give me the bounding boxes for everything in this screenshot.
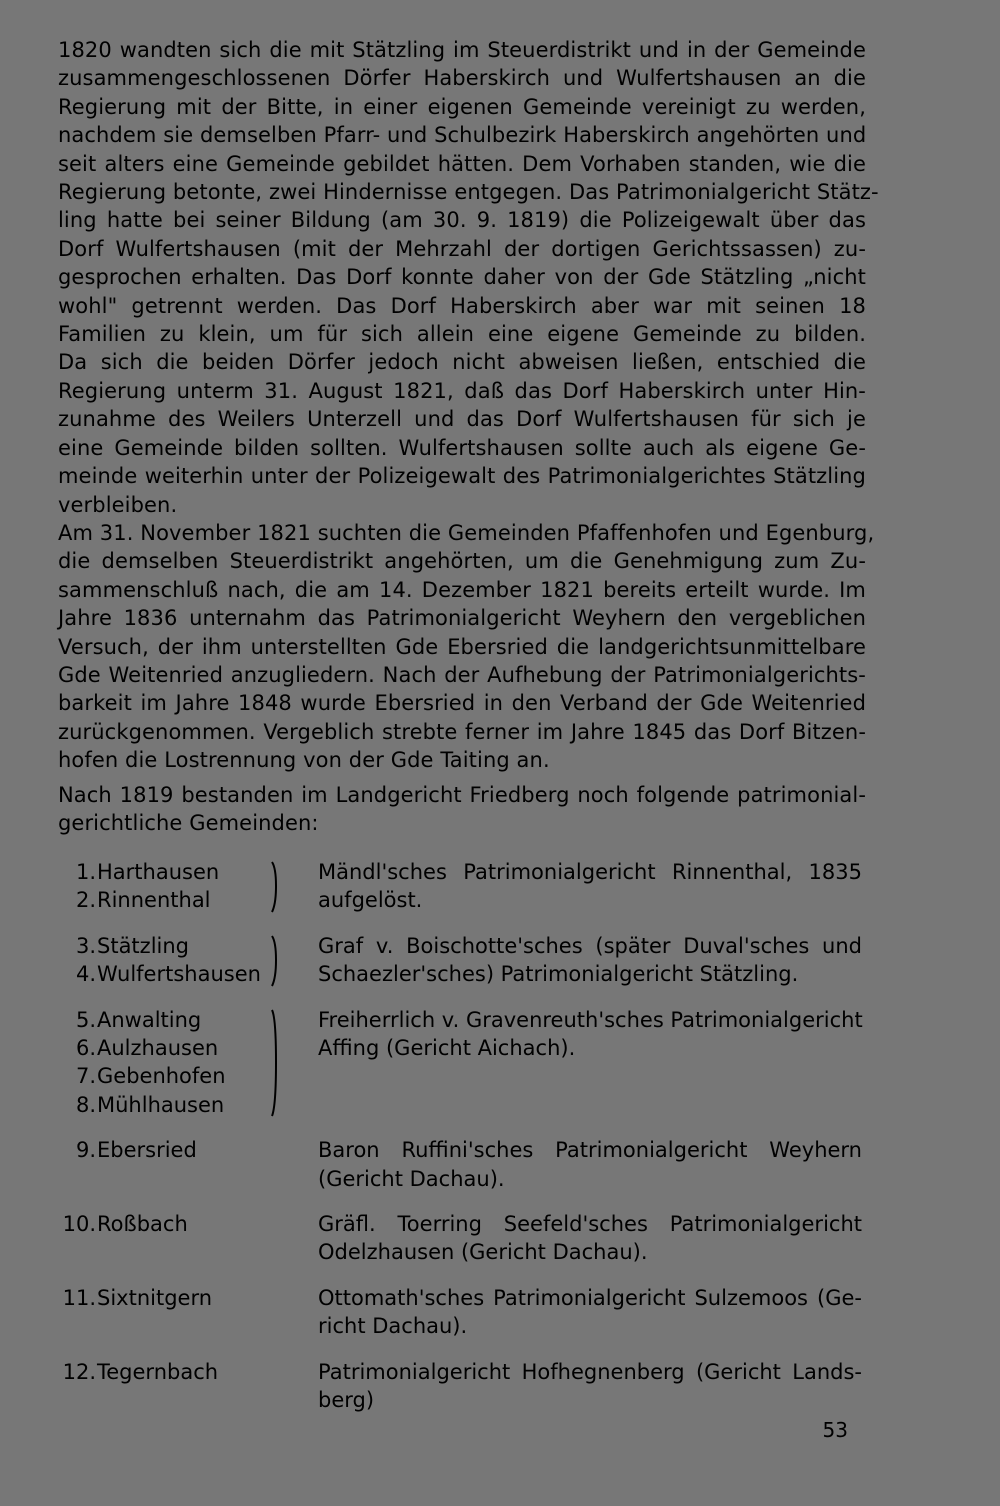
description-line: aufgelöst. [318, 888, 423, 913]
list-item [52, 1062, 264, 1090]
text-line: Jahre 1836 unternahm das Patrimonialgericht Weyhern den vergeblichen [58, 606, 866, 631]
item-number: 11. [62, 1285, 96, 1310]
text-line: 1820 wandten sich die mit Stätzling im Steuerdistrikt und in der Gemeinde [58, 38, 866, 62]
text-line: zunahme des Weilers Unterzell und das Dorf Wulfertshausen für sich je [58, 407, 866, 432]
text-line: gerichtliche Gemeinden: [58, 810, 319, 835]
text-line: barkeit im Jahre 1848 wurde Ebersried in den Verband der Gde Weitenried [58, 691, 866, 716]
item-name: Aulzhausen [97, 1036, 219, 1061]
brace-icon [264, 932, 318, 989]
description-line: Patrimonialgericht Hofhegnenberg (Gericht Lands- [318, 1359, 862, 1384]
list-item [52, 932, 264, 960]
item-name: Stätzling [97, 933, 189, 958]
item-number: 1. [75, 860, 96, 884]
paragraph-1 [58, 36, 879, 519]
item-name: Anwalting [97, 1007, 202, 1032]
paragraph-3 [58, 781, 866, 838]
description-line: richt Dachau). [318, 1314, 468, 1339]
text-line: Versuch, der ihm unterstellten Gde Ebersried die landgerichtsunmittelbare [58, 634, 866, 659]
brace-icon [264, 1006, 318, 1120]
text-line: Regierung betonte, zwei Hindernisse entgegen. Das Patrimonialgericht Stätz- [58, 180, 879, 205]
text-line: nachdem sie demselben Pfarr- und Schulbezirk Haberskirch angehörten und [58, 123, 867, 148]
list-item [52, 1091, 264, 1119]
list-group [52, 1358, 862, 1415]
description-line: Affing (Gericht Aichach). [318, 1036, 576, 1061]
item-name: Sixtnitgern [97, 1285, 213, 1310]
list-group [52, 932, 862, 989]
item-number: 5. [75, 1007, 96, 1032]
text-line: eine Gemeinde bilden sollten. Wulfertshausen sollte auch als eigene Ge- [58, 435, 866, 460]
text-line: gesprochen erhalten. Das Dorf konnte daher von der Gde Stätzling „nicht [58, 265, 866, 290]
description-line: Mändl'sches Patrimonialgericht Rinnenthal, 1835 [318, 860, 862, 884]
item-number: 9. [75, 1138, 96, 1163]
description-line: (Gericht Dachau). [318, 1166, 505, 1191]
text-line: die demselben Steuerdistrikt angehörten, um die Genehmigung zum Zu- [58, 549, 866, 574]
page-number: 53 [822, 1418, 848, 1442]
text-line: Nach 1819 bestanden im Landgericht Friedberg noch folgende patrimonial- [58, 782, 866, 807]
paragraph-2 [58, 519, 875, 775]
item-number: 12. [62, 1359, 96, 1384]
list-item [52, 1006, 264, 1034]
list-group [52, 1006, 862, 1120]
text-line: ling hatte bei seiner Bildung (am 30. 9. 1819) die Polizeigewalt über das [58, 208, 866, 233]
list-item [52, 1284, 264, 1312]
text-line: Regierung mit der Bitte, in einer eigenen Gemeinde vereinigt zu werden, [58, 94, 866, 119]
description-line: berg) [318, 1388, 375, 1413]
description-line: Gräfl. Toerring Seefeld'sches Patrimonialgericht [318, 1212, 862, 1237]
item-name: Rinnenthal [97, 888, 211, 913]
item-name: Roßbach [97, 1212, 188, 1237]
text-line: sammenschluß nach, die am 14. Dezember 1821 bereits erteilt wurde. Im [58, 577, 866, 602]
list-item [52, 1034, 264, 1062]
item-number: 6. [75, 1036, 96, 1061]
list-group [52, 1284, 862, 1341]
text-line: meinde weiterhin unter der Polizeigewalt des Patrimonialgerichtes Stätzling [58, 464, 866, 489]
description-line: Schaezler'sches) Patrimonialgericht Stätzling. [318, 962, 799, 987]
item-name: Mühlhausen [97, 1092, 225, 1117]
item-name: Wulfertshausen [97, 962, 261, 987]
text-line: Am 31. November 1821 suchten die Gemeinden Pfaffenhofen und Egenburg, [58, 520, 875, 545]
description-line: Graf v. Boischotte'sches (später Duval'sches und [318, 933, 862, 958]
item-number: 2. [75, 888, 96, 913]
text-line: Dorf Wulfertshausen (mit der Mehrzahl der dortigen Gerichtssassen) zu- [58, 236, 866, 261]
item-name: Tegernbach [97, 1359, 219, 1384]
item-name: Harthausen [97, 860, 220, 884]
item-number: 4. [75, 962, 96, 987]
text-line: Da sich die beiden Dörfer jedoch nicht abweisen ließen, entschied die [58, 350, 866, 375]
description-line: Ottomath'sches Patrimonialgericht Sulzemoos (Ge- [318, 1285, 862, 1310]
list-group [52, 858, 862, 915]
text-line: Regierung unterm 31. August 1821, daß das Dorf Haberskirch unter Hin- [58, 378, 866, 403]
list-item [52, 858, 264, 886]
description-line: Odelzhausen (Gericht Dachau). [318, 1240, 648, 1265]
item-number: 10. [62, 1212, 96, 1237]
list-item [52, 960, 264, 988]
text-line: wohl" getrennt werden. Das Dorf Haberskirch aber war mit seinen 18 [58, 293, 866, 318]
list-group [52, 1136, 862, 1193]
brace-icon [264, 858, 318, 915]
text-line: verbleiben. [58, 492, 178, 517]
text-line: Gde Weitenried anzugliedern. Nach der Aufhebung der Patrimonialgerichts- [58, 662, 866, 687]
item-number: 7. [75, 1064, 96, 1089]
text-line: Familien zu klein, um für sich allein eine eigene Gemeinde zu bilden. [58, 322, 866, 347]
item-number: 3. [75, 933, 96, 958]
document-page [58, 36, 879, 837]
list-item [52, 1210, 264, 1238]
list-item [52, 1358, 264, 1386]
description-line: Baron Ruffini'sches Patrimonialgericht Weyhern [318, 1138, 862, 1163]
list-item [52, 886, 264, 914]
text-line: seit alters eine Gemeinde gebildet hätten. Dem Vorhaben standen, wie die [58, 151, 866, 176]
text-line: zusammengeschlossenen Dörfer Haberskirch und Wulfertshausen an die [58, 66, 866, 91]
item-name: Gebenhofen [97, 1064, 226, 1089]
description-line: Freiherrlich v. Gravenreuth'sches Patrimonialgericht [318, 1007, 863, 1032]
municipality-list [52, 858, 862, 1432]
item-number: 8. [75, 1092, 96, 1117]
list-item [52, 1136, 264, 1164]
list-group [52, 1210, 862, 1267]
text-line: zurückgenommen. Vergeblich strebte ferner im Jahre 1845 das Dorf Bitzen- [58, 719, 866, 744]
item-name: Ebersried [97, 1138, 197, 1163]
text-line: hofen die Lostrennung von der Gde Taiting an. [58, 748, 550, 773]
